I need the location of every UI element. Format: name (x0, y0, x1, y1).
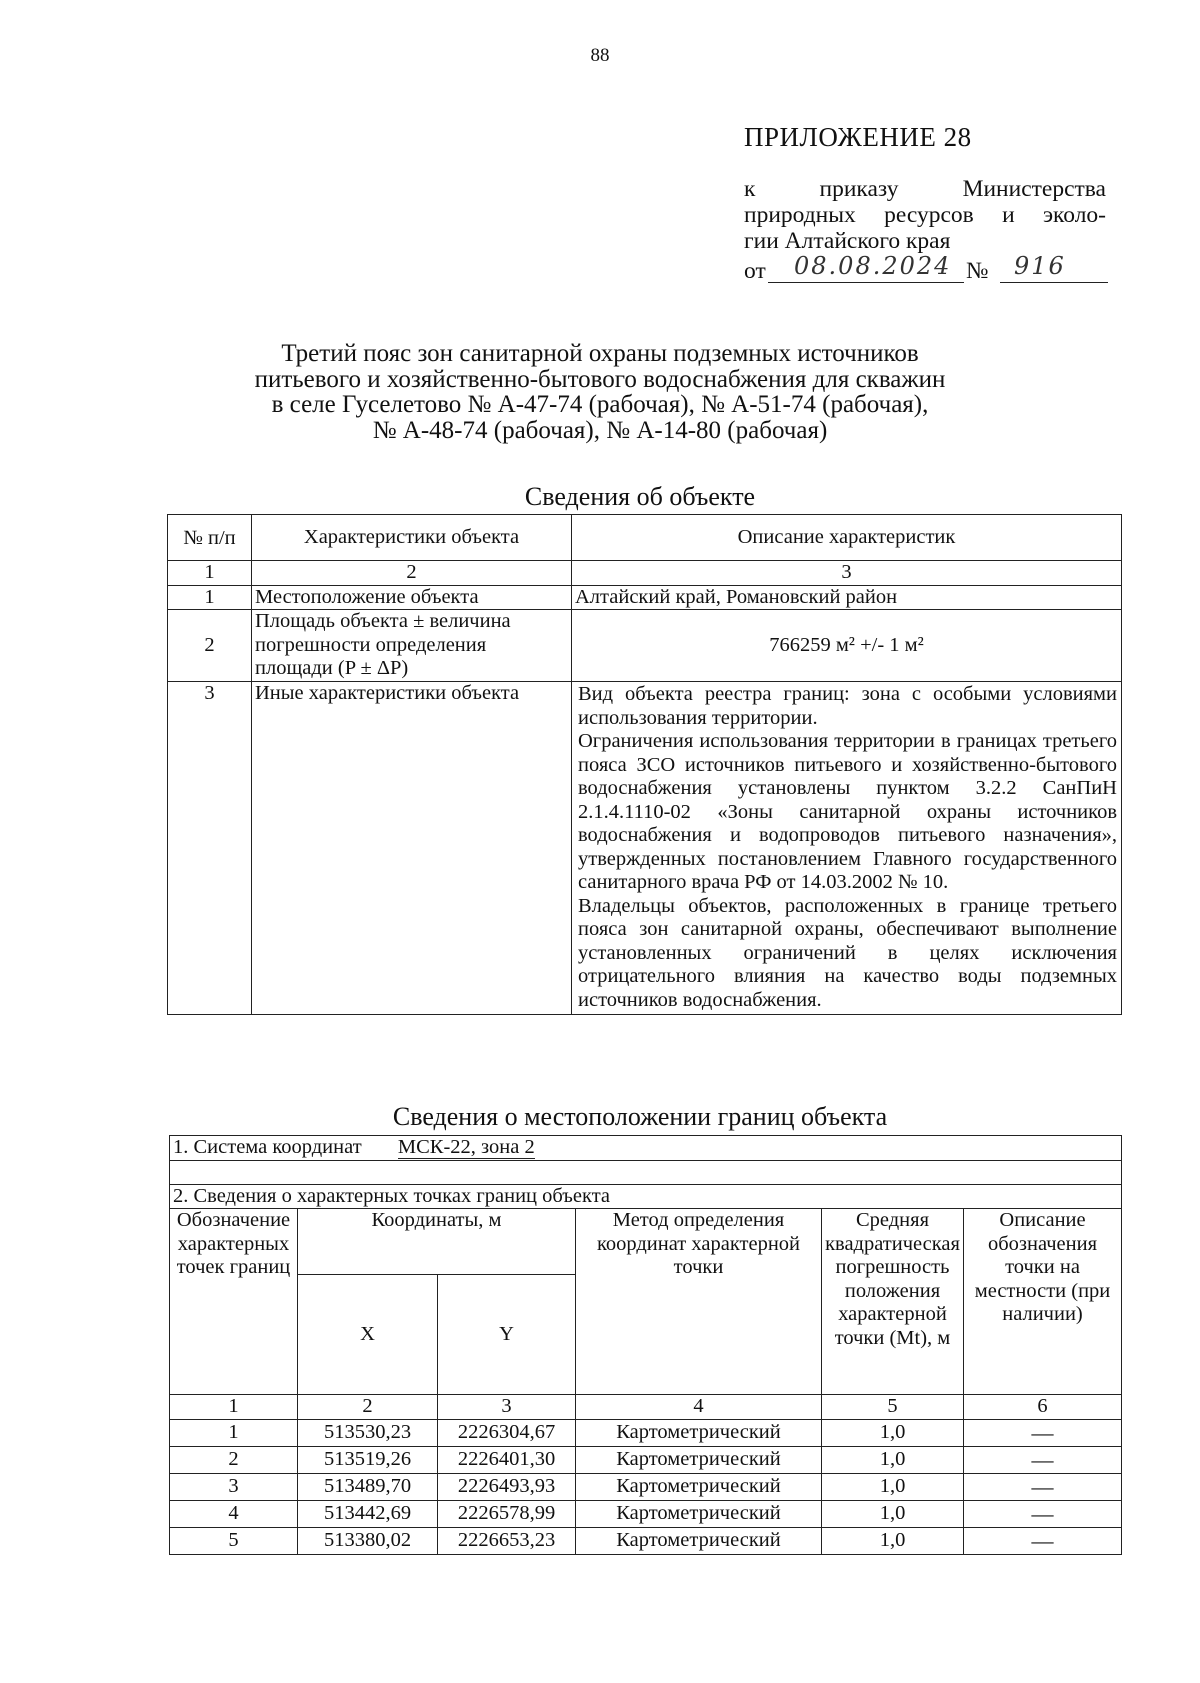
index-cell: 4 (576, 1395, 822, 1420)
order-date-number-line (744, 252, 1108, 288)
heading-line: № А-48-74 (рабочая), № А-14-80 (рабочая) (372, 416, 828, 444)
number-label: № (966, 258, 989, 284)
table-header-row (170, 1209, 1122, 1275)
point-x: 513380,02 (298, 1527, 438, 1554)
row-description: Алтайский край, Романовский район (572, 585, 1122, 610)
page-number: 88 (590, 45, 610, 66)
blank-cell (170, 1160, 1122, 1184)
coord-system-value: МСК-22, зона 2 (397, 1136, 535, 1158)
object-info-caption: Сведения об объекте (524, 482, 756, 511)
description-paragraph: Вид объекта реестра границ: зона с особыми условиями использования территории. (578, 683, 1117, 729)
row-characteristic: Местоположение объекта (252, 585, 572, 610)
row-num: 3 (168, 682, 252, 1015)
point-y: 2226304,67 (438, 1419, 576, 1446)
appendix-reference (744, 176, 1106, 254)
coord-system-row (170, 1136, 1122, 1161)
table-index-row (168, 561, 1122, 586)
point-id: 4 (170, 1500, 298, 1527)
point-x: 513530,23 (298, 1419, 438, 1446)
table-index-row (170, 1395, 1122, 1420)
index-cell: 2 (252, 561, 572, 586)
point-method: Картометрический (576, 1473, 822, 1500)
table-header-row (168, 515, 1122, 561)
coord-system-label: 1. Система координат (173, 1136, 362, 1158)
coord-system-cell (170, 1136, 1122, 1161)
point-mt: 1,0 (822, 1527, 964, 1554)
header-num: № п/п (168, 515, 252, 561)
description-paragraph: Владельцы объектов, расположенных в границе третьего пояса зон санитарной охраны, обеспечивают выполнение установленных ограничений в целях исключения отрицательного влияния на качество воды подземных источников водоснабжения. (578, 894, 1117, 1011)
handwritten-number: 916 (1014, 252, 1066, 280)
row-description (572, 682, 1122, 1015)
description-paragraph: Ограничения использования территории в границах третьего пояса ЗСО источников питьевого и хозяйственно-бытового водоснабжения установлены пунктом 3.2.2 СанПиН 2.1.4.1110-02 «Зоны санитарной охраны источников водоснабжения и водопроводов питьевого назначения», утвержденных постановлением Главного государственного санитарного врача РФ от 14.03.2002 № 10. (578, 730, 1117, 893)
header-point-description: Описание обозначения точки на местности (при наличии) (964, 1209, 1122, 1395)
index-cell: 1 (170, 1395, 298, 1420)
point-x: 513489,70 (298, 1473, 438, 1500)
header-error: Средняя квадратическая погрешность положения характерной точки (Mt), м (822, 1209, 964, 1395)
point-id: 3 (170, 1473, 298, 1500)
point-mt: 1,0 (822, 1473, 964, 1500)
point-id: 1 (170, 1419, 298, 1446)
row-description: 766259 м² +/- 1 м² (572, 610, 1122, 682)
handwritten-date: 08.08.2024 (794, 252, 952, 280)
point-description: — (964, 1527, 1122, 1554)
table-row (170, 1500, 1122, 1527)
index-cell: 6 (964, 1395, 1122, 1420)
header-y: Y (438, 1275, 576, 1395)
index-cell: 3 (438, 1395, 576, 1420)
row-num: 1 (168, 585, 252, 610)
row-characteristic: Иные характеристики объекта (252, 682, 572, 1015)
header-coordinates: Координаты, м (298, 1209, 576, 1275)
heading-line: питьевого и хозяйственно-бытового водоснабжения для скважин (254, 365, 946, 393)
document-heading (150, 341, 1050, 443)
table-row (170, 1446, 1122, 1473)
index-cell: 1 (168, 561, 252, 586)
point-method: Картометрический (576, 1446, 822, 1473)
index-cell: 3 (572, 561, 1122, 586)
point-description: — (964, 1419, 1122, 1446)
point-mt: 1,0 (822, 1419, 964, 1446)
header-characteristic: Характеристики объекта (252, 515, 572, 561)
row-characteristic: Площадь объекта ± величина погрешности определения площади (P ± ΔP) (252, 610, 572, 682)
header-method: Метод определения координат характерной точки (576, 1209, 822, 1395)
row-num: 2 (168, 610, 252, 682)
from-label: от (744, 258, 766, 284)
table-row (168, 585, 1122, 610)
table-row (170, 1419, 1122, 1446)
appendix-line-1: к приказу Министерства (744, 176, 1106, 202)
header-x: X (298, 1275, 438, 1395)
point-y: 2226653,23 (438, 1527, 576, 1554)
heading-line: в селе Гуселетово № А-47-74 (рабочая), № А-51-74 (рабочая), (271, 391, 929, 418)
header-description: Описание характеристик (572, 515, 1122, 561)
object-info-table (167, 514, 1122, 1015)
point-description: — (964, 1473, 1122, 1500)
point-x: 513519,26 (298, 1446, 438, 1473)
number-underline (1000, 282, 1108, 283)
point-y: 2226401,30 (438, 1446, 576, 1473)
table-row (170, 1473, 1122, 1500)
table-row (168, 682, 1122, 1015)
point-description: — (964, 1446, 1122, 1473)
points-label-row (170, 1184, 1122, 1209)
point-id: 5 (170, 1527, 298, 1554)
table-row (168, 610, 1122, 682)
table-row (170, 1527, 1122, 1554)
boundaries-table (169, 1135, 1122, 1555)
point-method: Картометрический (576, 1419, 822, 1446)
index-cell: 5 (822, 1395, 964, 1420)
point-method: Картометрический (576, 1527, 822, 1554)
index-cell: 2 (298, 1395, 438, 1420)
appendix-title: ПРИЛОЖЕНИЕ 28 (744, 122, 972, 152)
point-description: — (964, 1500, 1122, 1527)
point-x: 513442,69 (298, 1500, 438, 1527)
point-id: 2 (170, 1446, 298, 1473)
blank-row (170, 1160, 1122, 1184)
appendix-line-2: природных ресурсов и эколо- (744, 202, 1106, 228)
point-mt: 1,0 (822, 1446, 964, 1473)
point-mt: 1,0 (822, 1500, 964, 1527)
points-label: 2. Сведения о характерных точках границ объекта (170, 1184, 1122, 1209)
boundaries-caption: Сведения о местоположении границ объекта (392, 1102, 888, 1131)
header-designation: Обозначение характерных точек границ (170, 1209, 298, 1395)
appendix-line-3: гии Алтайского края (744, 228, 951, 254)
heading-line: Третий пояс зон санитарной охраны подземных источников (281, 340, 919, 367)
point-method: Картометрический (576, 1500, 822, 1527)
point-y: 2226493,93 (438, 1473, 576, 1500)
date-underline (768, 282, 964, 283)
point-y: 2226578,99 (438, 1500, 576, 1527)
